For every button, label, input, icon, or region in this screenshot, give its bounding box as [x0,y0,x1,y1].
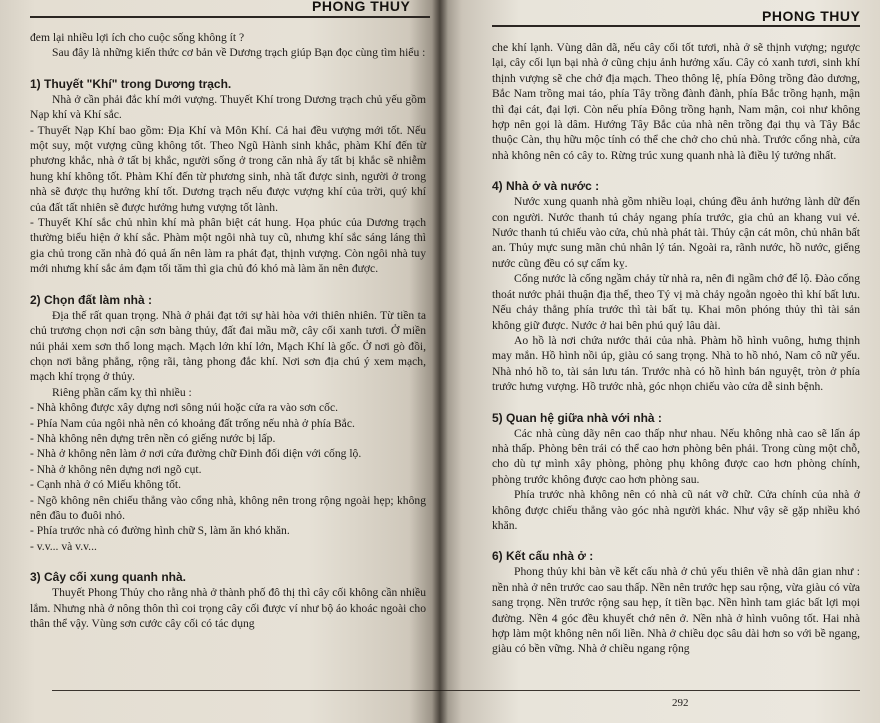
right-page [440,0,880,723]
section-1-paragraph: - Thuyết Khí sắc chủ nhìn khí mà phân biệt cát hung. Họa phúc của Dương trạch thường biểu hiện ở khí sắc. Phàm một ngôi nhà tuy cũ, nhưng khí sắc sáng láng thì gia chủ trong căn nhà đó quả ấn nên làm ra phát đạt, thịnh vượng. Còn ngôi nhà tuy mới nhưng khí sắc ảm đạm tối tăm thì gia chủ đó khó mà làm ăn nên được. [30,216,426,276]
left-paragraph: Sau đây là những kiến thức cơ bản về Dương trạch giúp Bạn đọc cùng tìm hiểu : [52,46,426,60]
section-heading-5: 5) Quan hệ giữa nhà với nhà : [492,410,662,425]
list-item: - Nhà không được xây dựng nơi sông núi hoặc cửa ra vào sơn cốc. [30,401,339,415]
list-item: - Cạnh nhà ở có Miếu không tốt. [30,478,182,492]
list-item: - Ngõ không nên chiếu thẳng vào cổng nhà, không nên trong rộng ngoài hẹp; không nên đầu to đuôi nhỏ. [30,493,426,522]
section-heading-4: 4) Nhà ở và nước : [492,179,600,194]
section-2-paragraph: Riêng phần cấm kỵ thì nhiều : [52,385,192,399]
list-item: - Nhà ở không nên làm ở nơi cửa đường chữ Đinh đối diện với cống lộ. [30,447,362,461]
section-heading-1: 1) Thuyết "Khí" trong Dương trạch. [30,76,232,91]
right-paragraph: che khí lạnh. Vùng dân dã, nếu cây cối tốt tươi, nhà ở sẽ thịnh vượng; ngược lại, cây cối lụn bại nhà ở cũng chịu ảnh hưởng xấu. Cây cỏ xanh tươi, sinh khí thịnh vượng sẽ che chở địa mạch. Theo thông lệ, phía Đông trồng đào dương, Bắc Nam trồng mai táo, phía Tây trồng đành đành, phía Bắc trồng hạnh, mận thì đại cát, đại lợi. Còn nếu phía Đông trồng hạnh, Nam mận, coi như không hợp nên gọi là dâm. Hướng Tây Bắc của nhà nên trồng đại thụ và Tây Bắc thuộc Càn, thụ hữu mộc tính có thể che chở cho chủ nhà. Trước cổng nhà, cửa nhà không nên có cây to. Rừng trúc xung quanh nhà là điều lý tưởng nhất. [492,41,860,162]
page-number: 292 [672,697,689,709]
list-item: - Phía trước nhà có đường hình chữ S, làm ăn khó khăn. [30,524,290,538]
section-4-paragraph: Nước xung quanh nhà gồm nhiều loại, chúng đều ảnh hưởng lành dữ đến con người. Nước thanh tú chảy ngang phía trước, gia chủ an khang vui vẻ. Nước thanh tú chiếu vào cửa, chủ nhà phát tài. Thủy cận cát môn, chủ nhân bất an. Thủy mực sung mãn chủ nhân lý tán. Ngoài ra, rãnh nước, hồ nước, giếng nước cũng đều có sự cấm kỵ. [492,195,860,270]
book-gutter [432,0,448,723]
left-paragraph: đem lại nhiều lợi ích cho cuộc sống không ít ? [30,31,245,44]
right-header-rule [492,25,860,27]
section-heading-2: 2) Chọn đất làm nhà : [30,292,153,307]
right-running-header: PHONG THUY [762,8,861,24]
left-header-rule [30,16,430,18]
section-heading-3: 3) Cây cối xung quanh nhà. [30,570,187,585]
list-item: - Phía Nam của ngôi nhà nên có khoảng đất trống nếu nhà ở phía Bắc. [30,416,355,430]
section-3-paragraph: Thuyết Phong Thủy cho rằng nhà ở thành phố đô thị thì cây cối không cần nhiều lắm. Nhưng nhà ở nông thôn thì coi trọng cây cối được ví như bộ áo khoác ngoài cho thân thể vậy. Vùng sơn cước cây cối có tác dụng [30,586,426,630]
left-running-header: PHONG THUY [312,0,411,14]
section-6-paragraph: Phong thủy khi bàn về kết cấu nhà ở chủ yếu thiên về nhà dân gian như : nền nhà ở nên trước cao sau thấp. Nền nên trước hẹp sau rộng, vừa giàu có vừa sang trọng. Nền trước rộng sau hẹp, ít tiền bạc. Nền hình tam giác bất lợi mọi đường. Nền 4 góc đều khuyết chớ nên ở. Nền nhà ở hình vuông tốt. Hai nhà hợp làm một không nên nối liền. Nhà ở chiều dọc sâu dài hơn so với bề ngang, giàu có bền vững. Nhà ở chiều ngang rộng [492,565,860,656]
left-page-text [30,30,426,631]
section-4-paragraph: Ao hồ là nơi chứa nước thải của nhà. Phàm hồ hình vuông, hưng thịnh may mắn. Hồ hình nồi úp, giàu có sang trọng. Nhà to hồ nhỏ, Nam cô nữ yếu. Nhà nhỏ hồ to, tài sản lưu tán. Trước nhà có hồ hình bán nguyệt, tròn ở phía trước hưng vượng. Hồ trước nhà, góc nhọn chiếu vào cửa dễ sinh bệnh. [492,333,860,394]
section-5-paragraph: Các nhà cùng dãy nên cao thấp như nhau. Nếu không nhà cao sẽ lấn áp nhà thấp. Phòng bên trái có thể cao hơn phòng bên phải. Trong cùng một chỗ, cho dù tự mình xây phòng, phòng phụ không được cao hơn phòng chính, phòng trước không được cao hơn phòng sau. [492,426,860,486]
section-2-paragraph: Địa thế rất quan trọng. Nhà ở phải đạt tới sự hài hòa với thiên nhiên. Từ tiền ta chủ trương chọn nơi cận sơn bàng thủy, đất đai mầu mỡ, cây cối xanh tươi. Ở miền núi phải xem sơn thổ long mạch. Mạch lớn khí lớn, Mạch Khí là gốc. Ở nơi gò đồi, chọn nơi bằng phẳng, rộng rãi, tàng phong đắc khí. Nơi sơn địa chú ý xem mạch, mạch khí trọng ở thủy. [30,308,426,384]
list-item: - Nhà không nên dựng trên nền có giếng nước bị lấp. [30,431,276,445]
list-item: - Nhà ở không nên dựng nơi ngõ cụt. [30,462,202,476]
right-page-text [492,40,860,657]
section-1-paragraph: - Thuyết Nạp Khí bao gồm: Địa Khí và Môn Khí. Cả hai đều vượng mới tốt. Nếu một suy, một vượng cũng không tốt. Theo Ngũ Hành sinh khắc, phàm Khí đến từ phương khắc, nhà ở tất bị khắc, người sống ở trong căn nhà ấy tất bị khắc sẽ nhiễm hung khí không tốt. Phàm Khí đến từ phương sinh, nhà tất được sinh, người ở trong nhà sẽ được thụ hưởng khí tốt. Dương trạch nếu được vượng khí của trời, quý khí của đất tất nhiên sẽ được hưởng hưng vượng tốt lành. [30,123,426,214]
section-1-paragraph: Nhà ở cần phải đắc khí mới vượng. Thuyết Khí trong Dương trạch chủ yếu gồm Nạp khí và Khí sắc. [30,92,426,122]
footer-rule [52,690,860,691]
section-4-paragraph: Cống nước là cống ngầm chảy từ nhà ra, nên đi ngầm chớ để lộ. Đào cống thoát nước phải thuận địa thế, theo Tý vị mà chảy ngoằn ngoèo thì khí bất lưu. Nếu chảy thẳng phía trước thì tài bất tụ. Khai môn phóng thủy thì tài sản không giữ được. Nước ở hai bên phú quý lâu dài. [492,272,860,332]
section-5-paragraph: Phía trước nhà không nên có nhà cũ nát vỡ chữ. Cửa chính của nhà ở không được chiếu thẳng vào góc nhà người khác. Như vậy sẽ gặp nhiều khó khăn. [492,488,860,532]
section-heading-6: 6) Kết cấu nhà ở : [492,549,594,564]
list-item: - v.v... và v.v... [30,539,97,553]
